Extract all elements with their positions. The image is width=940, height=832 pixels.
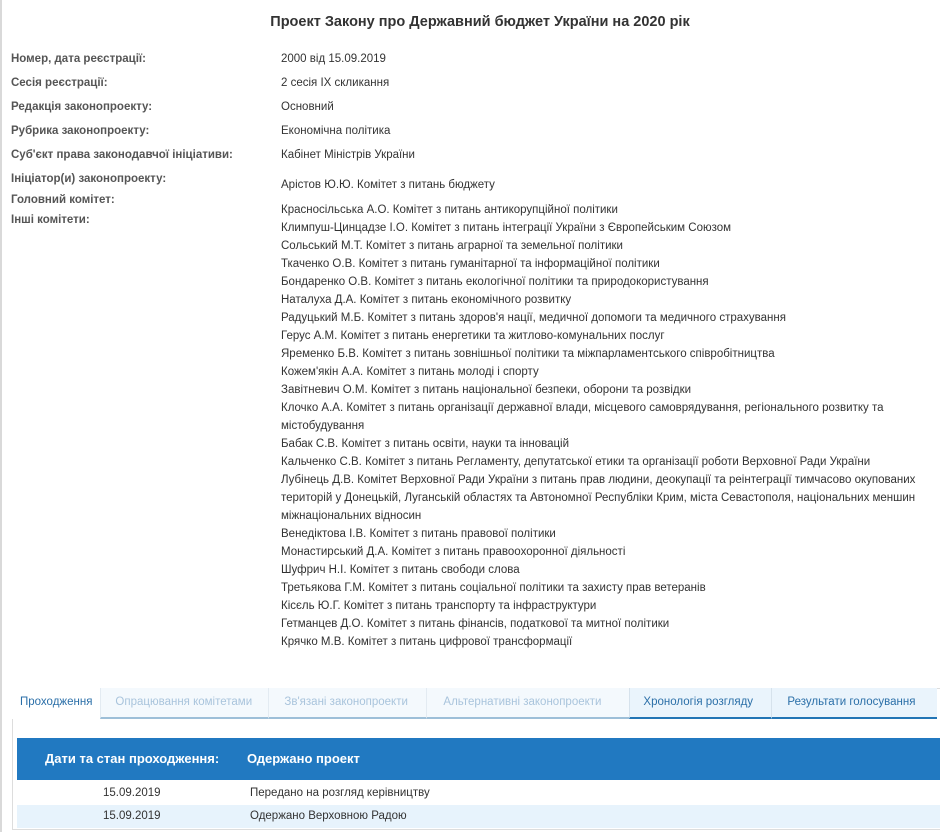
committee-item: Красносільська А.О. Комітет з питань антикорупційної політики [281, 204, 618, 216]
committee-item: Монастирський Д.А. Комітет з питань правоохоронної діяльності [281, 546, 626, 558]
status-header-label: Дати та стан проходження: [45, 751, 220, 766]
status-row-text: Одержано Верховною Радою [250, 810, 407, 822]
committee-item: Крячко М.В. Комітет з питань цифрової трансформації [281, 636, 573, 648]
tab-bar [12, 688, 937, 719]
committee-list [281, 201, 940, 651]
field-value-number: 2000 від 15.09.2019 [281, 53, 386, 65]
other-committees-label: Інші комітети: [11, 214, 90, 226]
committee-item: Бондаренко О.В. Комітет з питань екологічної політики та природокористування [281, 276, 709, 288]
status-row [17, 805, 940, 828]
committee-item: Герус А.М. Комітет з питань енергетики та житлово-комунальних послуг [281, 330, 665, 342]
committee-item: територій у Донецькій, Луганській областях та Автономної Республіки Крим, міста Севастополя, національних меншин [281, 492, 916, 504]
initiator-value: Арістов Ю.Ю. Комітет з питань бюджету [281, 179, 495, 191]
status-row-date: 15.09.2019 [103, 787, 161, 799]
status-row [17, 782, 940, 805]
committee-item: Гетманцев Д.О. Комітет з питань фінансів, податкової та митної політики [281, 618, 670, 630]
committee-item: Кожем'якін А.А. Комітет з питань молоді і спорту [281, 366, 539, 378]
committee-item: Завітневич О.М. Комітет з питань національної безпеки, оборони та розвідки [281, 384, 692, 396]
status-header [17, 738, 940, 780]
field-label-subject: Суб'єкт права законодавчої ініціативи: [11, 149, 233, 161]
committee-item: містобудування [281, 420, 365, 432]
committee-item: Наталуха Д.А. Комітет з питань економічного розвитку [281, 294, 572, 306]
page-title: Проект Закону про Державний бюджет України на 2020 рік [270, 14, 690, 30]
tab-voting-results[interactable]: Результати голосування [771, 688, 937, 719]
tab-alternative-bills[interactable]: Альтернативні законопроекти [426, 688, 629, 719]
committee-item: Лубінець Д.В. Комітет Верховної Ради України з питань прав людини, деокупації та реінтеграції тимчасово окупованих [281, 474, 916, 486]
field-value-edition: Основний [281, 101, 334, 113]
field-label-number: Номер, дата реєстрації: [11, 53, 146, 65]
tab-chronology[interactable]: Хронологія розгляду [629, 688, 771, 719]
field-value-session: 2 сесія IX скликання [281, 77, 390, 89]
status-row-text: Передано на розгляд керівництву [250, 787, 430, 799]
committee-item: Яременко Б.В. Комітет з питань зовнішньої політики та міжпарламентського співробітництва [281, 348, 775, 360]
field-label-session: Сесія реєстрації: [11, 77, 108, 89]
initiator-label: Ініціатор(и) законопроекту: [11, 173, 167, 185]
committee-item: Венедіктова І.В. Комітет з питань правової політики [281, 528, 556, 540]
committee-item: Третьякова Г.М. Комітет з питань соціальної політики та захисту прав ветеранів [281, 582, 706, 594]
committee-item: Кісєль Ю.Г. Комітет з питань транспорту та інфраструктури [281, 600, 597, 612]
tab-committee-processing[interactable]: Опрацювання комітетами [100, 688, 268, 719]
committee-item: Радуцький М.Б. Комітет з питань здоров'я нації, медичної допомоги та медичного страхування [281, 312, 786, 324]
committee-item: Ткаченко О.В. Комітет з питань гуманітарної та інформаційної політики [281, 258, 660, 270]
tab-related-bills[interactable]: Зв'язані законопроекти [268, 688, 426, 719]
committee-item: Кальченко С.В. Комітет з питань Регламенту, депутатської етики та організації роботи Верховної Ради України [281, 456, 871, 468]
left-border [0, 0, 2, 832]
committee-item: Шуфрич Н.І. Комітет з питань свободи слова [281, 564, 520, 576]
field-label-edition: Редакція законопроекту: [11, 101, 153, 113]
committee-item: Сольський М.Т. Комітет з питань аграрної та земельної політики [281, 240, 623, 252]
field-value-rubric: Економічна політика [281, 125, 391, 137]
committee-item: Бабак С.В. Комітет з питань освіти, науки та інновацій [281, 438, 570, 450]
main-committee-label: Головний комітет: [11, 194, 115, 206]
tab-passage[interactable]: Проходження [12, 688, 100, 719]
field-value-subject: Кабінет Міністрів України [281, 149, 415, 161]
field-label-rubric: Рубрика законопроекту: [11, 125, 150, 137]
status-header-value: Одержано проект [247, 751, 360, 766]
committee-item: Клочко А.А. Комітет з питань організації державної влади, місцевого самоврядування, регіонального розвитку та [281, 402, 884, 414]
committee-item: міжнаціональних відносин [281, 510, 422, 522]
committee-item: Климпуш-Цинцадзе І.О. Комітет з питань інтеграції України з Європейським Союзом [281, 222, 732, 234]
status-row-date: 15.09.2019 [103, 810, 161, 822]
